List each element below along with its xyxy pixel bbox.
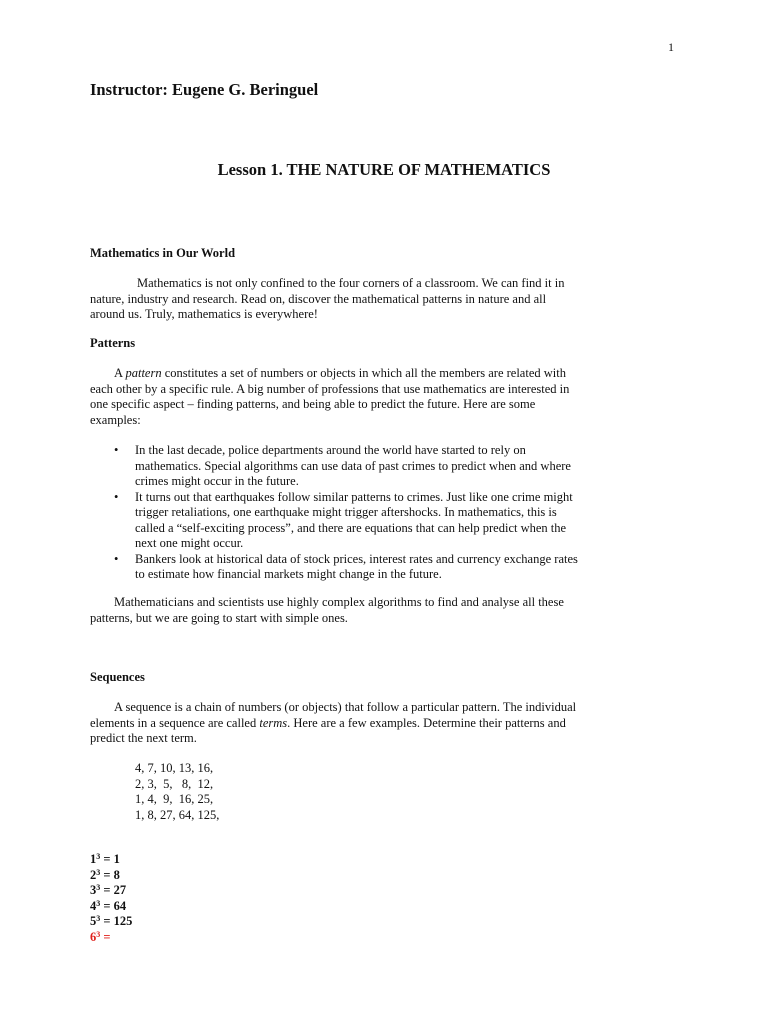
cube-base: 2 (90, 867, 97, 882)
patterns-text: A (114, 366, 126, 380)
cube-line (90, 914, 132, 930)
cube-line (90, 852, 132, 868)
bullet-dot: • (114, 489, 119, 504)
bullet-line: It turns out that earthquakes follow similar patterns to crimes. Just like one crime might (135, 489, 573, 504)
terms-term: terms (259, 715, 288, 730)
cube-result: = (100, 929, 111, 944)
cube-result: = 64 (100, 898, 127, 913)
sequences-text: elements in a sequence are called (90, 715, 260, 730)
cube-exponent: 3 (96, 867, 101, 877)
cubes-list (90, 852, 132, 945)
patterns-text: constitutes a set of numbers or objects in which all the members are related with (161, 366, 566, 380)
cube-base: 5 (90, 914, 97, 928)
bullet-line: next one might occur. (135, 536, 244, 550)
section-heading-sequences: Sequences (90, 670, 145, 684)
bullet-line: mathematics. Special algorithms can use data of past crimes to predict when and where (135, 458, 571, 473)
world-paragraph (90, 276, 680, 323)
bullet-line: crimes might occur in the future. (135, 474, 299, 488)
cube-result: = 125 (100, 914, 133, 928)
bullet-line: called a “self-exciting process”, and there are equations that can help predict when the (135, 520, 567, 535)
world-line: around us. Truly, mathematics is everywhere! (90, 307, 318, 321)
cube-base: 1 (90, 852, 97, 866)
closing-line: patterns, but we are going to start with simple ones. (90, 610, 348, 625)
bullet-line: trigger retaliations, one earthquake might trigger aftershocks. In mathematics, this is (135, 505, 557, 519)
patterns-closing-paragraph (90, 595, 680, 626)
bullet-dot: • (114, 551, 119, 566)
cube-base: 4 (90, 898, 97, 913)
closing-line: Mathematicians and scientists use highly complex algorithms to find and analyse all these (114, 595, 564, 609)
world-line: nature, industry and research. Read on, discover the mathematical patterns in nature and all (90, 291, 547, 306)
bullet-item (110, 552, 680, 583)
cube-exponent: 3 (96, 852, 101, 861)
sequences-line (90, 716, 680, 732)
pattern-term: pattern (125, 366, 162, 380)
bullet-item (110, 443, 680, 490)
bullet-item (110, 490, 680, 552)
cube-result: = 27 (100, 883, 127, 897)
cube-base: 6 (90, 929, 97, 944)
cube-exponent: 3 (96, 898, 101, 908)
patterns-line (90, 366, 680, 382)
examples-bullet-list (110, 443, 680, 583)
bullet-dot: • (114, 443, 119, 457)
cube-line (90, 899, 132, 915)
section-heading-patterns: Patterns (90, 336, 136, 350)
patterns-line: one specific aspect – finding patterns, and being able to predict the future. Here are some (90, 397, 536, 411)
sequences-line: A sequence is a chain of numbers (or objects) that follow a particular pattern. The individual (114, 700, 577, 714)
sequence-example: 1, 4, 9, 16, 25, (135, 792, 214, 806)
bullet-line: to estimate how financial markets might change in the future. (135, 567, 442, 581)
lesson-title: Lesson 1. THE NATURE OF MATHEMATICS (217, 160, 551, 179)
instructor-line: Instructor: Eugene G. Beringuel (90, 80, 319, 99)
cube-result: = 1 (100, 852, 120, 866)
bullet-line: In the last decade, police departments around the world have started to rely on (135, 443, 526, 457)
cube-exponent: 3 (96, 883, 101, 892)
sequence-example: 1, 8, 27, 64, 125, (135, 807, 220, 822)
patterns-line: examples: (90, 412, 141, 427)
cube-base: 3 (90, 883, 97, 897)
sequence-example: 2, 3, 5, 8, 12, (135, 776, 214, 791)
page-number: 1 (668, 40, 674, 54)
sequences-text: . Here are a few examples. Determine their patterns and (287, 715, 566, 730)
cube-result: = 8 (100, 867, 120, 882)
sequences-paragraph (90, 700, 680, 747)
patterns-paragraph (90, 366, 680, 428)
section-heading-world: Mathematics in Our World (90, 246, 236, 260)
cube-line (90, 868, 132, 884)
sequences-line: predict the next term. (90, 731, 197, 745)
cube-line-question (90, 930, 132, 946)
bullet-line: Bankers look at historical data of stock prices, interest rates and currency exchange rates (135, 551, 578, 566)
cube-exponent: 3 (96, 929, 101, 939)
cube-line (90, 883, 132, 899)
cube-exponent: 3 (96, 914, 101, 923)
sequence-examples (135, 761, 219, 823)
patterns-line: each other by a specific rule. A big number of professions that use mathematics are interested in (90, 381, 570, 396)
world-line: Mathematics is not only confined to the four corners of a classroom. We can find it in (137, 276, 565, 290)
sequence-example: 4, 7, 10, 13, 16, (135, 761, 214, 775)
